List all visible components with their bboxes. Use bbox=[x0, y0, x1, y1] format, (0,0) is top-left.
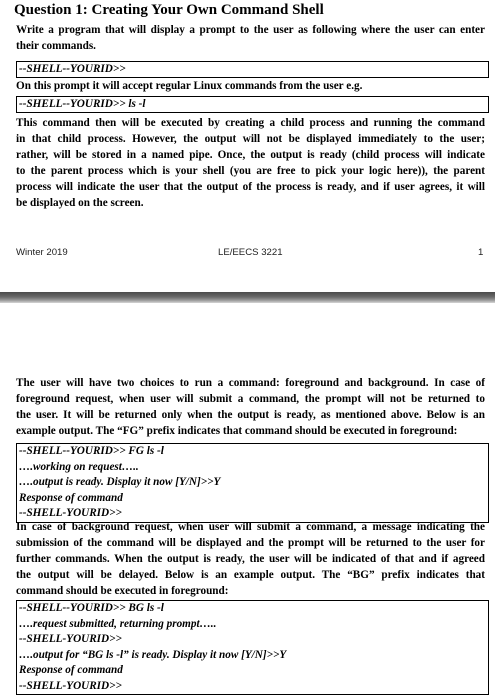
accept-paragraph bbox=[16, 78, 485, 94]
code-line: ….request submitted, returning prompt….. bbox=[19, 617, 217, 630]
text-line: be displayed on the screen. bbox=[16, 197, 144, 210]
code-line: ….output for “BG ls -l” is ready. Display it now [Y/N]>>Y bbox=[19, 648, 287, 661]
background-paragraph bbox=[16, 519, 485, 599]
text-line: example output. The “FG” prefix indicates that command should be executed in foreground: bbox=[16, 425, 458, 438]
prompt-box bbox=[16, 61, 489, 78]
footer-term: Winter 2019 bbox=[16, 247, 68, 258]
foreground-paragraph bbox=[16, 375, 485, 439]
text-line: their commands. bbox=[16, 40, 96, 53]
code-line: --SHELL--YOURID>> BG ls -l bbox=[19, 602, 164, 614]
footer-page-number: 1 bbox=[478, 247, 484, 258]
intro-paragraph bbox=[16, 22, 485, 54]
text-line: to the parent process which is your shell (you are free to pick your logic here)), the parent bbox=[16, 165, 485, 178]
text-line: In case of background request, when user will submit a command, a message indicating the bbox=[16, 521, 485, 533]
code-line: Response of command bbox=[19, 664, 123, 677]
text-line: submission of the command will be displayed and the prompt will be returned to the user for bbox=[16, 537, 485, 550]
text-line: Write a program that will display a prompt to the user as following where the user can enter bbox=[16, 24, 485, 36]
page-1 bbox=[0, 0, 495, 292]
code-line: Response of command bbox=[19, 491, 123, 504]
text-line: in that child process. However, the output will not be displayed immediately to the user; bbox=[16, 133, 485, 146]
code-line: --SHELL--YOURID>> bbox=[19, 63, 126, 75]
code-line: --SHELL-YOURID>> bbox=[19, 633, 122, 646]
text-line: On this prompt it will accept regular Linux commands from the user e.g. bbox=[16, 80, 363, 92]
code-line: ….working on request….. bbox=[19, 460, 139, 473]
text-line: the user. It will be returned only when the output is ready, as mentioned above. Below is an bbox=[16, 409, 485, 422]
text-line: further commands. When the output is ready, the user will be indicated of that and if agreed bbox=[16, 553, 485, 566]
example-box bbox=[16, 96, 489, 113]
code-line: ….output is ready. Display it now [Y/N]>>Y bbox=[19, 476, 221, 489]
body-paragraph bbox=[16, 115, 485, 212]
text-line: process will indicate the user that the output of the process is ready, and if user agrees, it will bbox=[16, 181, 485, 194]
text-line: This command then will be executed by creating a child process and running the command bbox=[16, 117, 485, 129]
code-line: --SHELL-YOURID>> bbox=[19, 507, 122, 520]
code-line: --SHELL--YOURID>> FG ls -l bbox=[19, 445, 164, 457]
foreground-example-box bbox=[16, 443, 489, 523]
code-line: --SHELL-YOURID>> bbox=[19, 679, 122, 692]
page-2 bbox=[0, 303, 495, 696]
text-line: the output will be delayed. Below is an example output. The “BG” prefix indicates that bbox=[16, 569, 485, 582]
footer-course: LE/EECS 3221 bbox=[218, 247, 283, 258]
text-line: The user will have two choices to run a command: foreground and background. In case of bbox=[16, 377, 485, 389]
code-line: --SHELL--YOURID>> ls -l bbox=[19, 98, 146, 110]
question-title: Question 1: Creating Your Own Command Shell bbox=[14, 2, 324, 18]
text-line: command should be executed in foreground: bbox=[16, 585, 229, 598]
background-example-box bbox=[16, 600, 489, 695]
text-line: foreground request, when user will submit a command, the prompt will not be returned to bbox=[16, 393, 485, 406]
text-line: rather, will be stored in a named pipe. Once, the output is ready (child process will indicate bbox=[16, 149, 485, 162]
page-separator bbox=[0, 292, 495, 303]
